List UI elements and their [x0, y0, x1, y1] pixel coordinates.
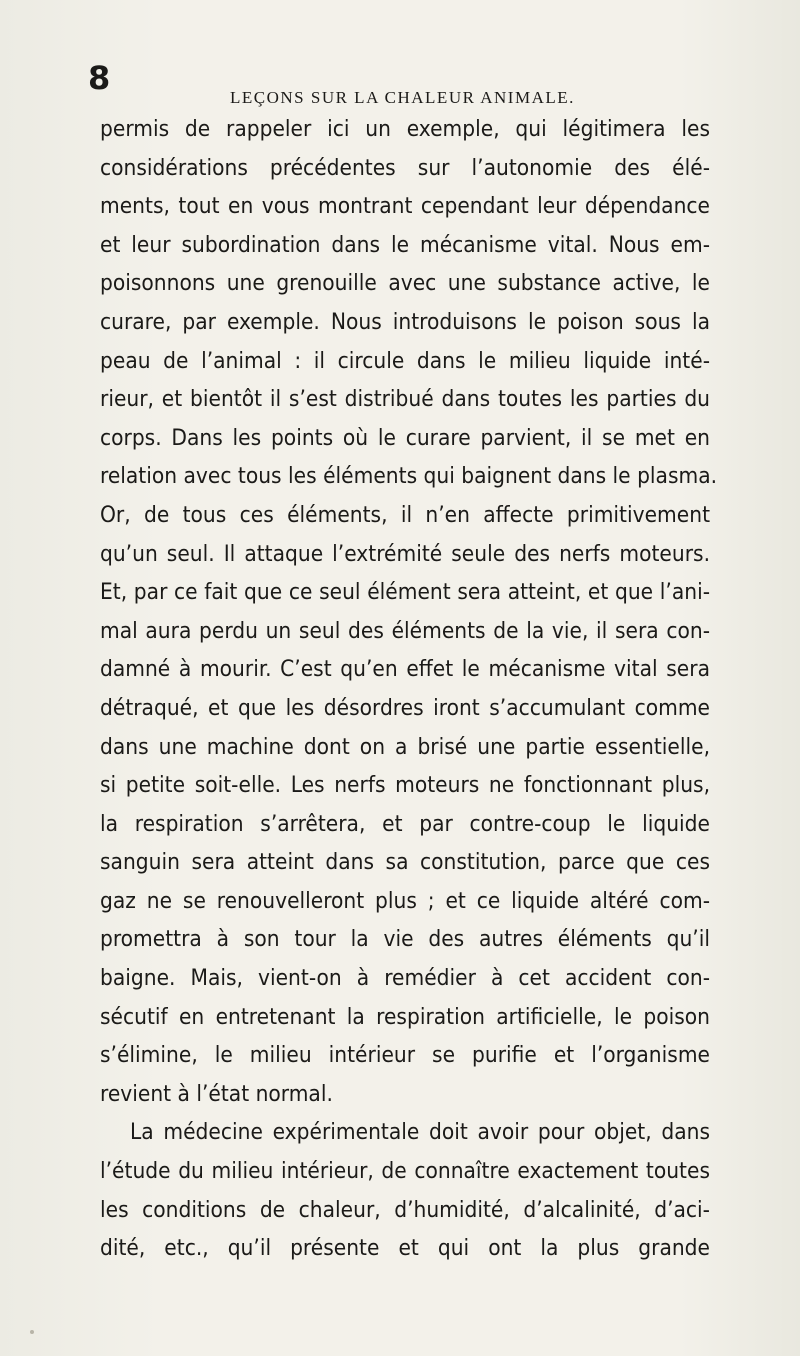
- body-text: [100, 110, 718, 1268]
- text-line: considérations précédentes sur l’autonomie des élé-: [100, 154, 710, 181]
- text-line: rieur, et bientôt il s’est distribué dans toutes les parties du: [100, 386, 710, 413]
- text-line: détraqué, et que les désordres iront s’accumulant comme: [100, 694, 710, 721]
- text-line: si petite soit-elle. Les nerfs moteurs ne fonctionnant plus,: [100, 772, 710, 799]
- text-line: damné à mourir. C’est qu’en effet le mécanisme vital sera: [100, 656, 710, 683]
- text-line: s’élimine, le milieu intérieur se purifie et l’organisme: [100, 1042, 710, 1069]
- text-line: promettra à son tour la vie des autres éléments qu’il: [100, 926, 710, 953]
- text-line: peau de l’animal : il circule dans le milieu liquide inté-: [100, 347, 710, 374]
- text-line: La médecine expérimentale doit avoir pour objet, dans: [130, 1119, 710, 1146]
- text-line: mal aura perdu un seul des éléments de la vie, il sera con-: [100, 617, 710, 644]
- text-line: curare, par exemple. Nous introduisons le poison sous la: [100, 308, 710, 335]
- text-line: relation avec tous les éléments qui baignent dans le plasma.: [100, 463, 718, 490]
- text-line: la respiration s’arrêtera, et par contre-coup le liquide: [100, 810, 710, 837]
- page-number: 8: [88, 59, 111, 97]
- paper-speck: [30, 1330, 34, 1334]
- paragraph: [100, 1113, 710, 1267]
- text-line: baigne. Mais, vient-on à remédier à cet accident con-: [100, 965, 710, 992]
- text-line: qu’un seul. Il attaque l’extrémité seule des nerfs moteurs.: [100, 540, 710, 567]
- text-line: Et, par ce fait que ce seul élément sera atteint, et que l’ani-: [100, 579, 710, 606]
- text-line: les conditions de chaleur, d’humidité, d’alcalinité, d’aci-: [100, 1196, 710, 1223]
- text-line: et leur subordination dans le mécanisme vital. Nous em-: [100, 231, 710, 258]
- text-line: dans une machine dont on a brisé une partie essentielle,: [100, 733, 710, 760]
- text-line: permis de rappeler ici un exemple, qui légitimera les: [100, 116, 710, 142]
- paragraph: [100, 110, 718, 1113]
- text-line: sanguin sera atteint dans sa constitution, parce que ces: [100, 849, 710, 876]
- text-line: poisonnons une grenouille avec une substance active, le: [100, 270, 710, 297]
- page-header: [88, 59, 768, 107]
- text-line: corps. Dans les points où le curare parvient, il se met en: [100, 424, 710, 451]
- text-line: Or, de tous ces éléments, il n’en affecte primitivement: [100, 501, 710, 528]
- text-line: l’étude du milieu intérieur, de connaître exactement toutes: [100, 1158, 710, 1185]
- text-line: revient à l’état normal.: [100, 1080, 333, 1107]
- text-line: sécutif en entretenant la respiration artificielle, le poison: [100, 1003, 710, 1030]
- text-line: dité, etc., qu’il présente et qui ont la plus grande: [100, 1235, 710, 1262]
- text-line: gaz ne se renouvelleront plus ; et ce liquide altéré com-: [100, 887, 710, 914]
- text-line: ments, tout en vous montrant cependant leur dépendance: [100, 193, 710, 220]
- running-title: LEÇONS SUR LA CHALEUR ANIMALE.: [230, 88, 575, 107]
